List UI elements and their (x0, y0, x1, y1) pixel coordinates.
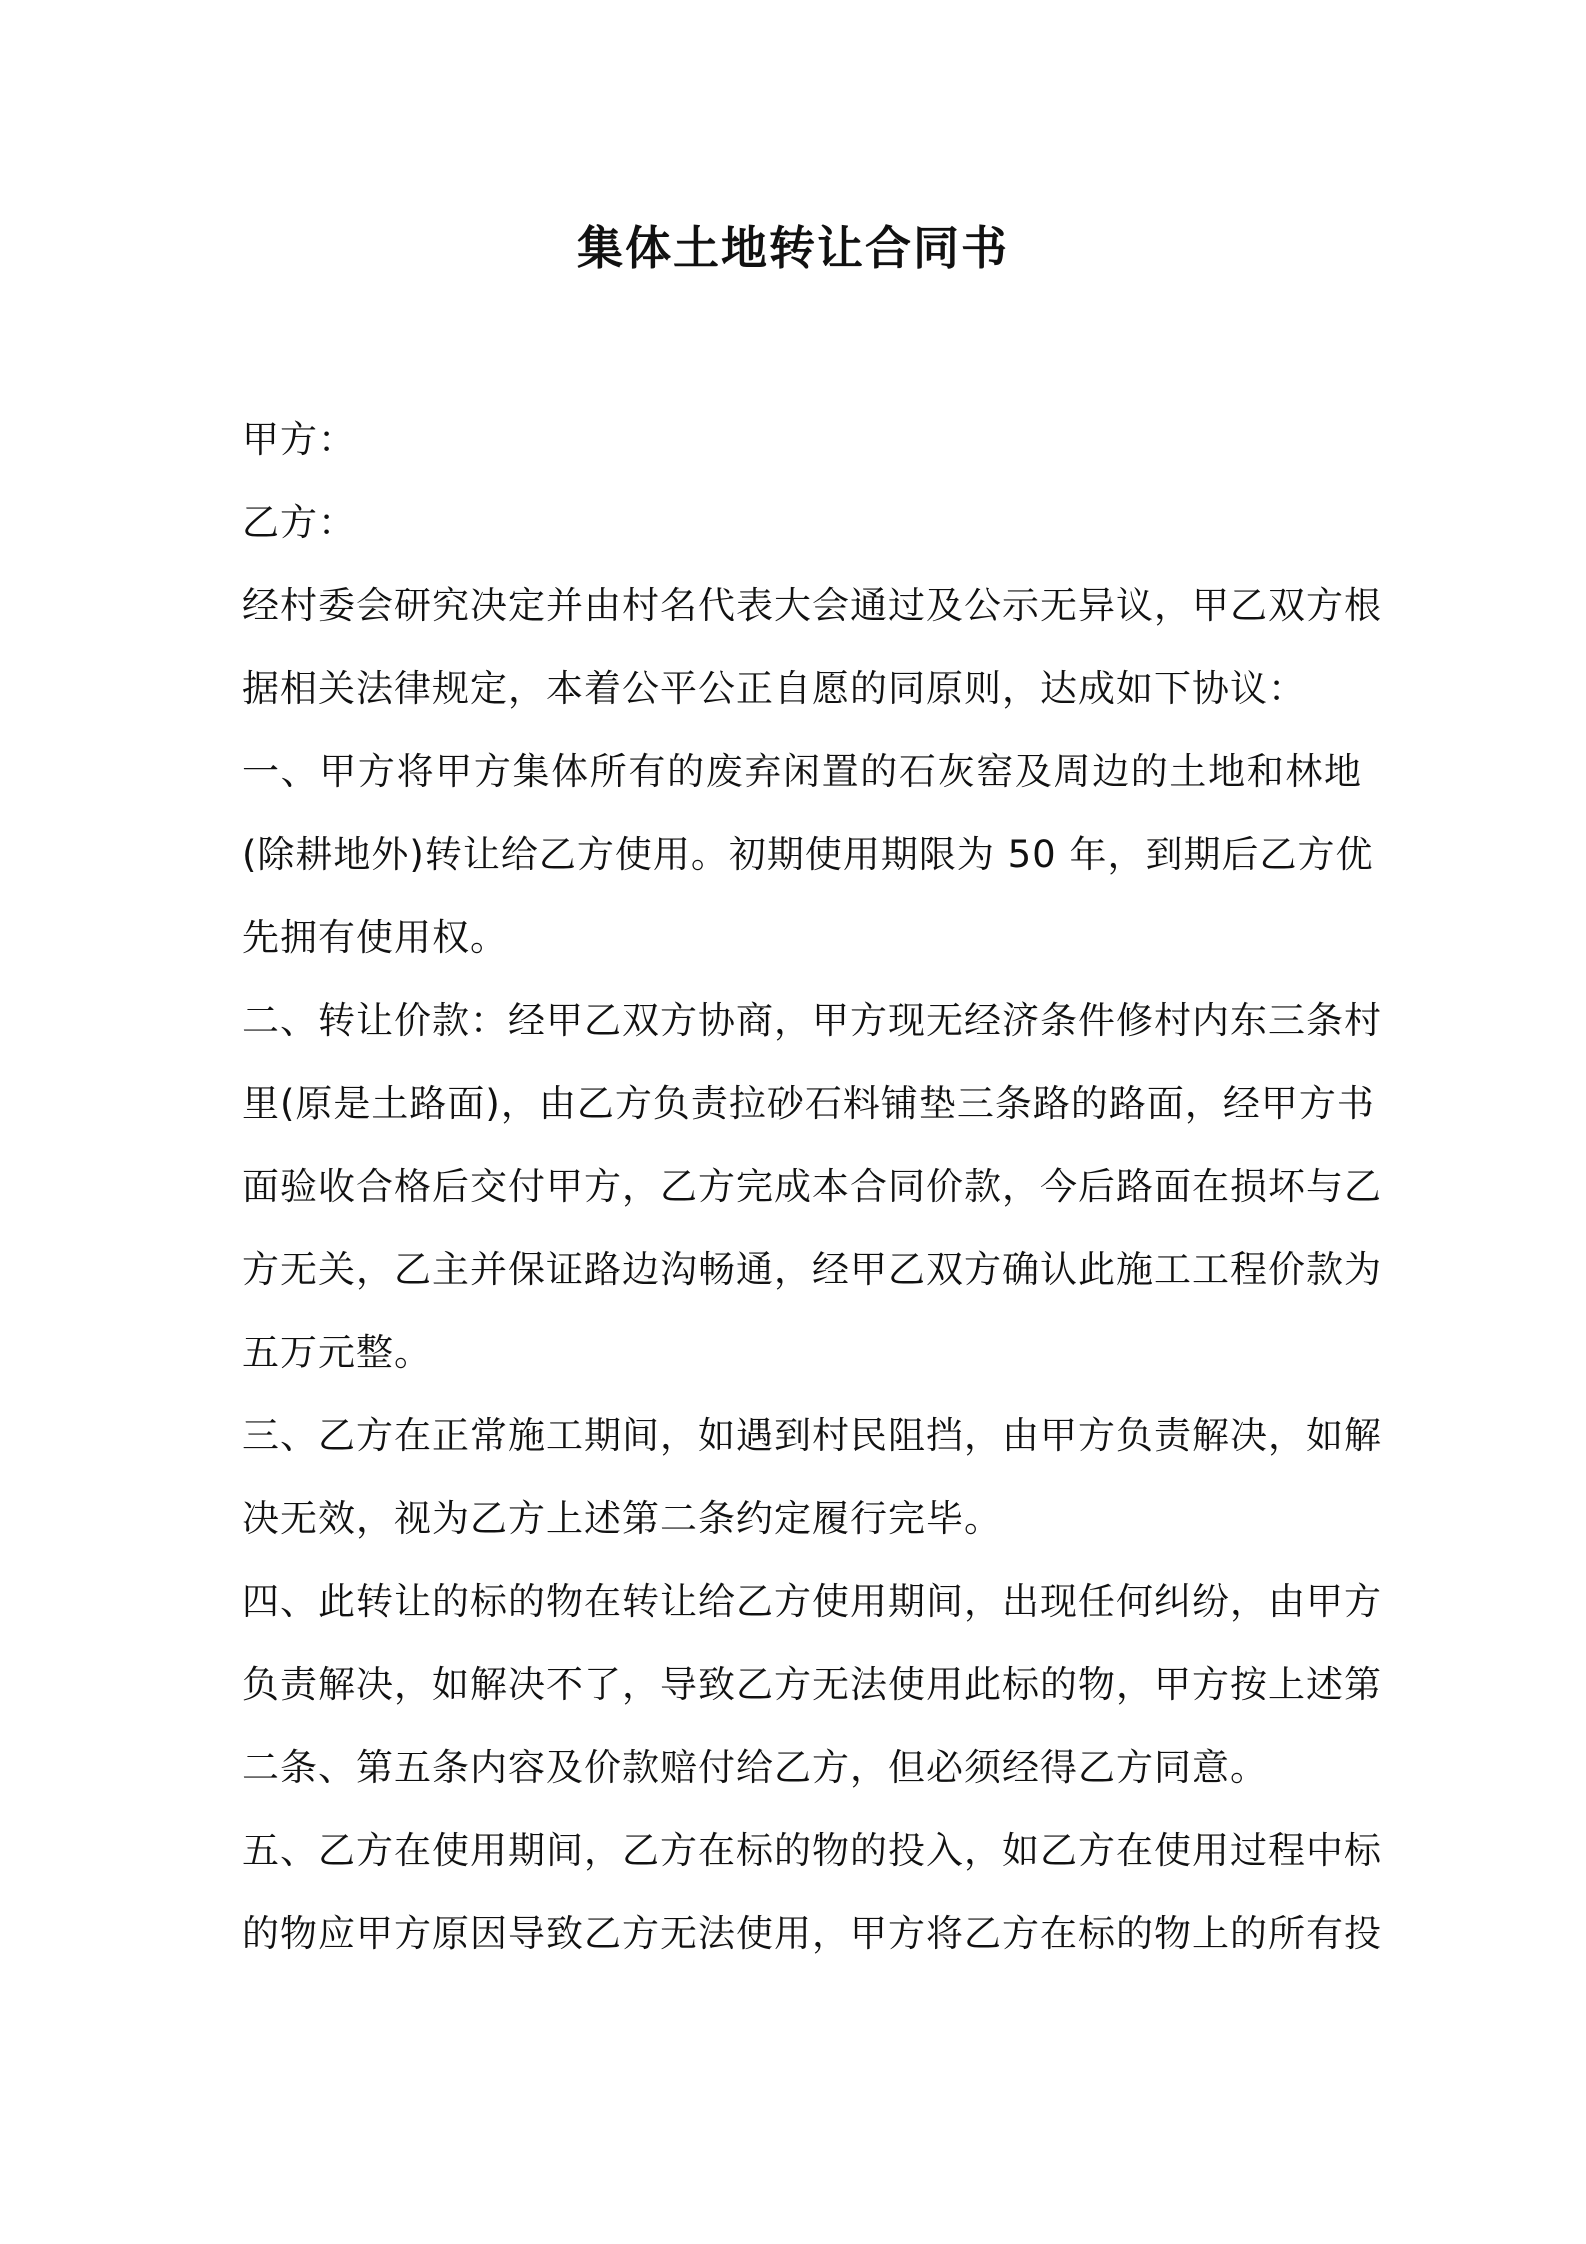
paragraph-line: 面验收合格后交付甲方，乙方完成本合同价款，今后路面在损坏与乙 (242, 1165, 1382, 1208)
paragraph-line: 五、乙方在使用期间，乙方在标的物的投入，如乙方在使用过程中标 (242, 1829, 1382, 1872)
paragraph-line: 二、转让价款：经甲乙双方协商，甲方现无经济条件修村内东三条村 (242, 999, 1382, 1042)
clause-1-paragraph (242, 730, 1374, 979)
paragraph-line: 决无效，视为乙方上述第二条约定履行完毕。 (242, 1497, 1002, 1540)
document-title: 集体土地转让合同书 (577, 221, 1009, 275)
party-b-line: 乙方： (242, 501, 356, 544)
party-a-line: 甲方： (242, 418, 356, 461)
paragraph-line: 三、乙方在正常施工期间，如遇到村民阻挡，由甲方负责解决，如解 (242, 1414, 1382, 1457)
paragraph-line: (除耕地外)转让给乙方使用。初期使用期限为 50 年，到期后乙方优 (242, 833, 1374, 876)
clause-2-paragraph (242, 979, 1382, 1394)
paragraph-line: 负责解决，如解决不了，导致乙方无法使用此标的物，甲方按上述第 (242, 1663, 1382, 1706)
paragraph-line: 二条、第五条内容及价款赔付给乙方，但必须经得乙方同意。 (242, 1746, 1268, 1789)
paragraph-line: 五万元整。 (242, 1331, 432, 1374)
clause-5-paragraph (242, 1809, 1382, 1975)
paragraph-line: 的物应甲方原因导致乙方无法使用，甲方将乙方在标的物上的所有投 (242, 1912, 1382, 1955)
paragraph-line: 一、甲方将甲方集体所有的废弃闲置的石灰窑及周边的土地和林地 (242, 750, 1362, 793)
paragraph-line: 经村委会研究决定并由村名代表大会通过及公示无异议，甲乙双方根 (242, 584, 1382, 627)
paragraph-line: 方无关，乙主并保证路边沟畅通，经甲乙双方确认此施工工程价款为 (242, 1248, 1382, 1291)
paragraph-line: 里(原是土路面)，由乙方负责拉砂石料铺垫三条路的路面，经甲方书 (242, 1082, 1375, 1125)
clause-3-paragraph (242, 1394, 1382, 1560)
document-body (242, 398, 1382, 1975)
paragraph-line: 据相关法律规定，本着公平公正自愿的同原则，达成如下协议： (242, 667, 1306, 710)
paragraph-line: 四、此转让的标的物在转让给乙方使用期间，出现任何纠纷，由甲方 (242, 1580, 1382, 1623)
paragraph-line: 先拥有使用权。 (242, 916, 508, 959)
clause-4-paragraph (242, 1560, 1382, 1809)
intro-paragraph (242, 564, 1382, 730)
